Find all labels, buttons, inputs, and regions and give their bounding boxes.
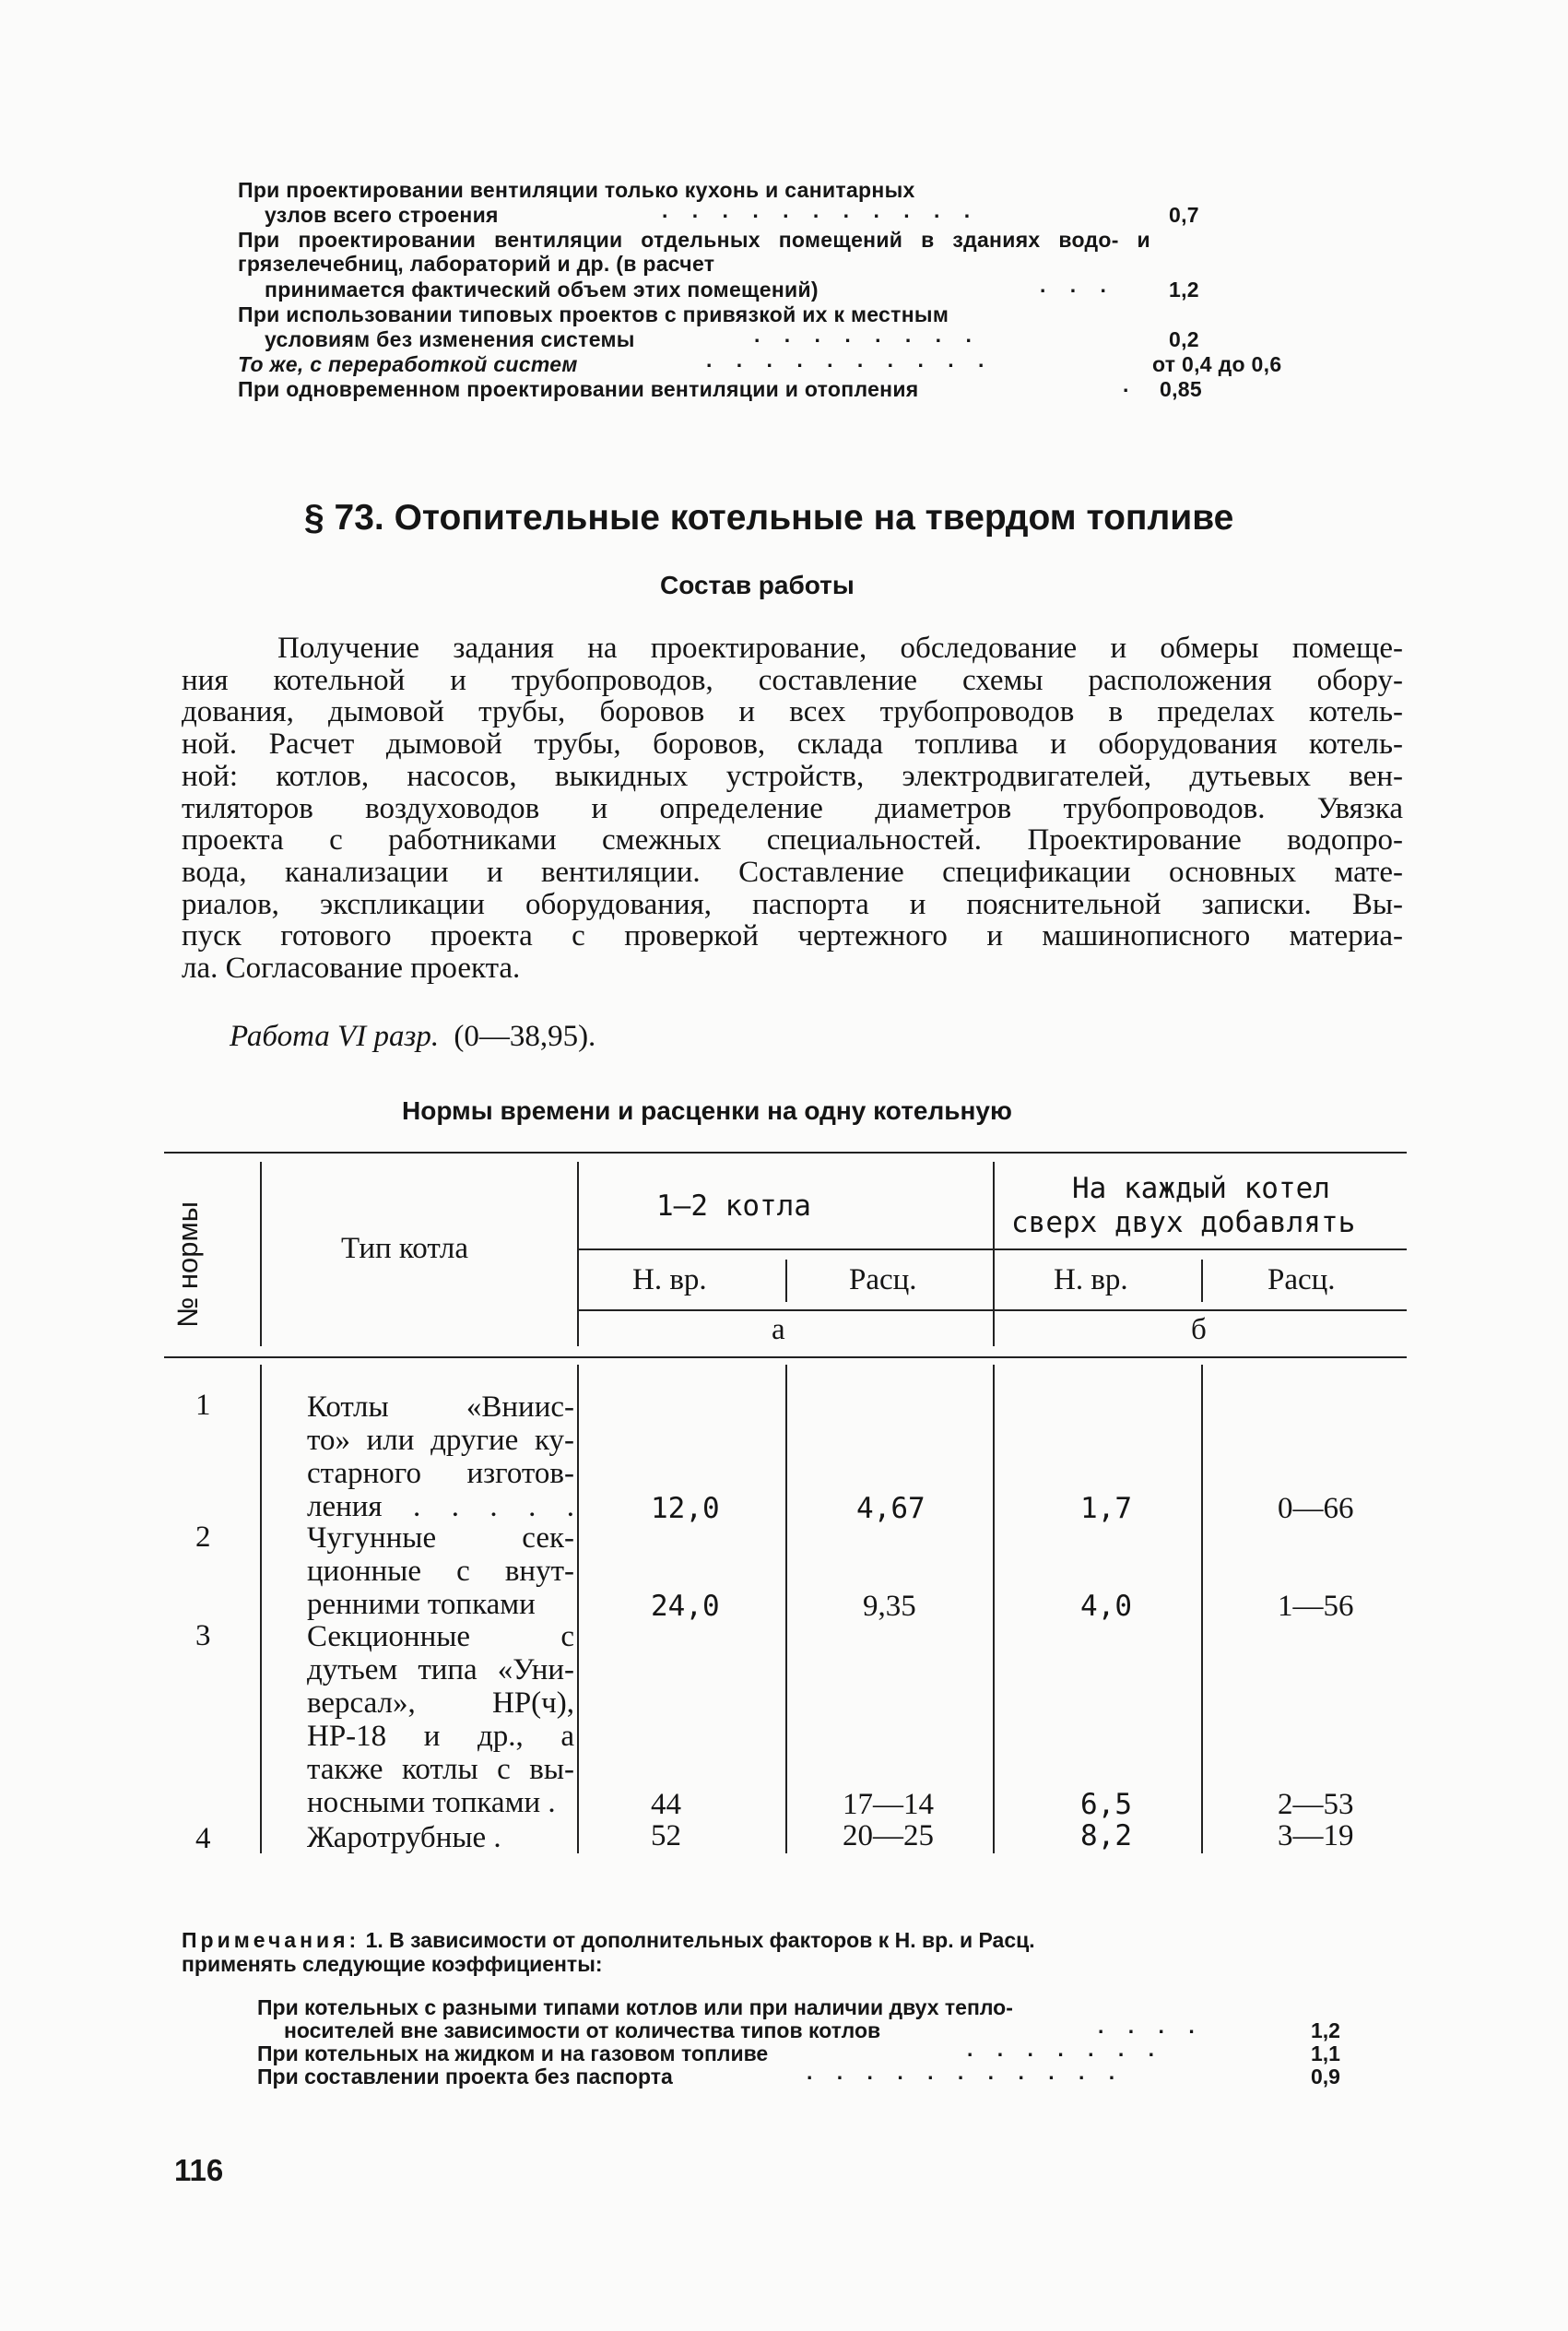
leader-dots: . . . . . . . . . . . [807, 2060, 1125, 2084]
table-rule [785, 1365, 787, 1853]
composition-line: дования, дымовой трубы, боровов и всех трубопроводов в пределах котель- [182, 695, 1403, 729]
notes-coefficients [257, 1995, 1345, 2088]
table-rule [164, 1152, 1407, 1154]
coef-3-line-2: условиям без изменения системы [265, 327, 635, 351]
page-number: 116 [174, 2153, 224, 2187]
table-rule [993, 1365, 995, 1853]
table-rule [993, 1162, 995, 1346]
subheader-rasc-b: Расц. [1267, 1263, 1336, 1296]
leader-dots: . . . . [1098, 2014, 1204, 2038]
composition-line: ния котельной и трубопроводов, составление схемы расположения обору- [182, 663, 1403, 697]
row-number: 2 [195, 1520, 211, 1554]
coef-5-line-1: При одновременном проектировании вентиляции и отопления [238, 377, 919, 401]
table-rule [1201, 1365, 1203, 1853]
coef-1-value: 0,7 [1169, 203, 1199, 227]
row-number: 3 [195, 1619, 211, 1652]
notes-intro-text-2: применять следующие коэффициенты: [182, 1952, 603, 1976]
group-letter-a: а [772, 1313, 785, 1346]
coef-2-value: 1,2 [1169, 278, 1199, 302]
col-header-each-extra-line2: сверх двух добавлять [1011, 1206, 1356, 1239]
boiler-type-line: дутьем типа «Уни- [307, 1653, 574, 1686]
note-1-value: 1,2 [1311, 2018, 1340, 2042]
composition-heading: Состав работы [660, 571, 855, 599]
col-header-1-2-boilers: 1—2 котла [656, 1189, 811, 1223]
cell-hvr-a: 24,0 [651, 1590, 720, 1623]
coef-2-line-1: При проектировании вентиляции отдельных помещений в зданиях водо- и грязелечебниц, лабораторий и др. (в расчет [238, 228, 1150, 276]
notes [182, 1928, 1408, 1976]
leader-dots: . . . . . . . . [754, 323, 981, 347]
subheader-hvr-b: Н. вр. [1054, 1263, 1128, 1296]
table-rule [260, 1162, 262, 1346]
boiler-type-line: Котлы «Вниис- [307, 1390, 574, 1424]
leader-dots: . . . . . . . . . . . [662, 198, 980, 222]
cell-rasc-b: 1—56 [1278, 1590, 1354, 1623]
coef-2-line-2: принимается фактический объем этих помещений) [265, 278, 819, 302]
composition-line: тиляторов воздуховодов и определение диаметров трубопроводов. Увязка [182, 791, 1403, 825]
boiler-type-line: то» или другие ку- [307, 1424, 574, 1457]
subheader-hvr-a: Н. вр. [632, 1263, 707, 1296]
cell-rasc-a: 17—14 [843, 1788, 934, 1821]
cell-rasc-a: 20—25 [843, 1819, 934, 1852]
note-3-line-1: При составлении проекта без паспорта [257, 2065, 673, 2088]
work-rate-value: (0—38,95). [454, 1020, 596, 1053]
boiler-type-line: Чугунные сек- [307, 1521, 574, 1555]
section-title: § 73. Отопительные котельные на твердом топливе [304, 498, 1234, 538]
boiler-type-line: НР-18 и др., а [307, 1720, 574, 1753]
cell-rasc-b: 3—19 [1278, 1819, 1354, 1852]
coef-1-line-1: При проектировании вентиляции только кухонь и санитарных [238, 178, 915, 202]
group-letter-b: б [1191, 1313, 1207, 1346]
cell-rasc-b: 0—66 [1278, 1492, 1354, 1525]
table-rule [785, 1260, 787, 1302]
note-1-line-1: При котельных с разными типами котлов или при наличии двух тепло- [257, 1995, 1013, 2019]
coef-4-line-1: То же, с переработкой систем [238, 352, 578, 376]
coef-4-value: от 0,4 до 0,6 [1152, 352, 1282, 376]
coef-3-line-1: При использовании типовых проектов с привязкой их к местным [238, 302, 949, 326]
col-header-each-extra-line1: На каждый котел [1072, 1172, 1330, 1205]
notes-intro-text: 1. В зависимости от дополнительных факторов к Н. вр. и Расц. [365, 1928, 1035, 1952]
cell-rasc-a: 9,35 [863, 1590, 916, 1623]
row-number: 1 [195, 1389, 211, 1422]
coef-5-value: 0,85 [1160, 377, 1202, 401]
notes-intro [182, 1928, 1408, 1952]
composition-line: ла. Согласование проекта. [182, 952, 521, 986]
composition-line: ной. Расчет дымовой трубы, боровов, склада топлива и оборудования котель- [182, 728, 1403, 762]
note-2-line-1: При котельных на жидком и на газовом топливе [257, 2041, 769, 2065]
work-rate-label: Работа VI разр. [230, 1020, 440, 1053]
table-rule [1201, 1260, 1203, 1302]
cell-hvr-b: 6,5 [1080, 1788, 1132, 1821]
leader-dots: . . . [1040, 273, 1115, 297]
boiler-type-line: ренними топками [307, 1588, 536, 1621]
leader-dots: . . . . . . . [967, 2037, 1164, 2061]
notes-label: Примечания: [182, 1928, 360, 1952]
col-header-boiler-type: Тип котла [341, 1232, 469, 1265]
boiler-type-line: ления . . . . . [307, 1490, 574, 1523]
cell-hvr-a: 44 [651, 1788, 681, 1821]
boiler-type-line: ционные с внут- [307, 1555, 574, 1588]
note-1-line-2: носителей вне зависимости от количества типов котлов [284, 2018, 881, 2042]
composition-line: Получение задания на проектирование, обследование и обмеры помеще- [277, 632, 1403, 665]
cell-rasc-b: 2—53 [1278, 1788, 1354, 1821]
row-number: 4 [195, 1822, 211, 1855]
table-rule [164, 1356, 1407, 1358]
composition-line: вода, канализации и вентиляции. Составление спецификации основных мате- [182, 855, 1403, 889]
cell-hvr-a: 12,0 [651, 1492, 720, 1525]
cell-rasc-a: 4,67 [856, 1492, 925, 1525]
leader-dots: . . . . . . . . . . [706, 348, 994, 372]
boiler-type-line: версал», НР(ч), [307, 1686, 574, 1720]
cell-hvr-a: 52 [651, 1819, 681, 1852]
cell-hvr-b: 8,2 [1080, 1819, 1132, 1852]
composition-line: пуск готового проекта с проверкой чертежного и машинописного материа- [182, 919, 1403, 953]
composition-line: ной: котлов, насосов, выкидных устройств, электродвигателей, дутьевых вен- [182, 759, 1403, 793]
note-2-value: 1,1 [1311, 2041, 1340, 2065]
composition-line: проекта с работниками смежных специальностей. Проектирование водопро- [182, 823, 1403, 858]
subheader-rasc-a: Расц. [849, 1263, 917, 1296]
table-rule [577, 1365, 579, 1853]
table-rule [577, 1162, 579, 1346]
col-header-norm-number: № нормы [171, 1201, 204, 1328]
boiler-type-line: Жаротрубные . [307, 1821, 501, 1854]
leader-dots: . [1123, 373, 1138, 396]
coef-3-value: 0,2 [1169, 327, 1199, 351]
table-title: Нормы времени и расценки на одну котельную [402, 1096, 1012, 1125]
boiler-type-line: старного изготов- [307, 1457, 574, 1490]
composition-line: риалов, экспликации оборудования, паспорта и пояснительной записки. Вы- [182, 887, 1403, 921]
boiler-type-line: носными топками . [307, 1786, 556, 1819]
cell-hvr-b: 4,0 [1080, 1590, 1132, 1623]
boiler-type-line: Секционные с [307, 1620, 574, 1653]
cell-hvr-b: 1,7 [1080, 1492, 1132, 1525]
coef-1-line-2: узлов всего строения [265, 203, 499, 227]
boiler-type-line: также котлы с вы- [307, 1753, 574, 1786]
table-rule [260, 1365, 262, 1853]
note-3-value: 0,9 [1311, 2065, 1340, 2088]
